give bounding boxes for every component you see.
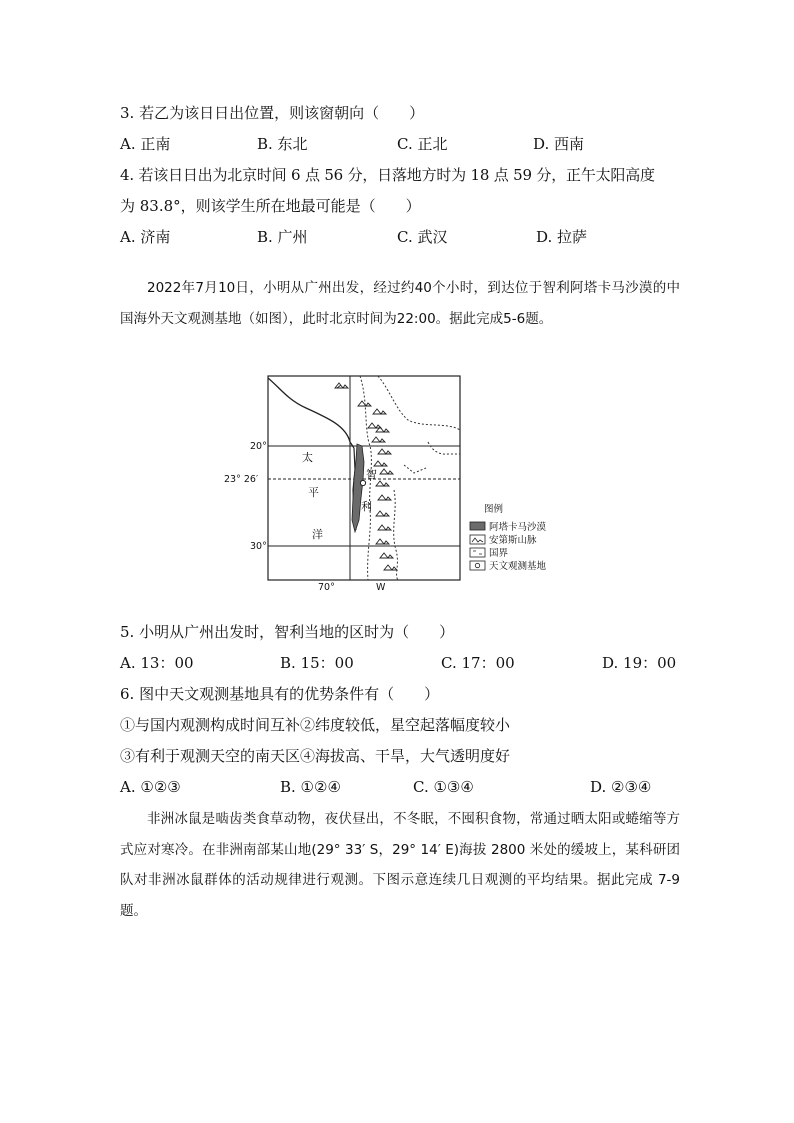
mountain-icon	[376, 481, 389, 486]
lat-label-tropic: 23° 26′	[224, 474, 259, 485]
q3-option-b[interactable]: B. 东北	[257, 135, 308, 153]
atacama-map	[218, 370, 547, 593]
mountain-icon	[378, 495, 391, 500]
q4-option-c[interactable]: C. 武汉	[397, 228, 448, 246]
legend-mountain-swatch	[470, 535, 485, 544]
q3-option-a[interactable]: A. 正南	[120, 135, 171, 153]
border-argentina	[394, 490, 398, 580]
ocean-label-3: 洋	[312, 528, 323, 541]
legend-border-swatch	[470, 548, 485, 557]
passage-atacama	[120, 273, 680, 334]
q5-option-d[interactable]: D. 19：00	[602, 654, 677, 672]
mountain-icon	[380, 553, 393, 558]
q6-stem: 6. 图中天文观测基地具有的优势条件有（ ）	[120, 685, 440, 703]
mountain-icon	[335, 383, 348, 388]
observatory-icon	[475, 563, 479, 567]
mountain-icon	[372, 437, 385, 442]
legend-border-label: 国界	[489, 548, 509, 559]
passage-atacama-text: 2022年7月10日，小明从广州出发，经过约40个小时，到达位于智利阿塔卡马沙漠的中国海外天文观测基地（如图），此时北京时间为22:00。据此完成5-6题。	[120, 280, 680, 327]
passage-ice-rat-text: 非洲冰鼠是啮齿类食草动物，夜伏昼出，不冬眠，不囤积食物，常通过晒太阳或蜷缩等方式应对寒冷。在非洲南部某山地(29° 33′ S，29° 14′ E)海拔 2800 米处的缓坡上，某科研团队对非洲冰鼠群体的活动规律进行观测。下图示意连续几日观测的平均结果。据此完成 7-9 题。	[120, 811, 680, 919]
q5-option-a[interactable]: A. 13：00	[120, 654, 194, 672]
q5-options	[120, 653, 675, 673]
mountain-icon	[378, 449, 391, 454]
q4-stem-line2: 为 83.8°，则该学生所在地最可能是（ ）	[120, 197, 421, 215]
q4-option-a[interactable]: A. 济南	[120, 228, 171, 246]
q3-options	[120, 134, 675, 154]
legend-title: 图例	[484, 504, 504, 515]
map-frame	[268, 376, 460, 580]
mountain-icon	[384, 565, 397, 570]
map-legend	[470, 503, 547, 572]
observatory-marker	[360, 480, 365, 485]
q6-options	[120, 777, 675, 797]
q5-option-c[interactable]: C. 17：00	[441, 654, 515, 672]
map-coastline	[268, 378, 354, 448]
q3-stem: 3. 若乙为该日日出位置，则该窗朝向（ ）	[120, 104, 425, 122]
ocean-label-1: 太	[302, 451, 313, 464]
q4-stem-line1: 4. 若该日日出为北京时间 6 点 56 分，日落地方时为 18 点 59 分，正午太阳高度	[120, 166, 655, 184]
border-east	[428, 442, 460, 454]
ocean-label-2: 平	[308, 486, 319, 499]
mountain-icon	[376, 511, 389, 516]
chile-label-1: 智	[366, 468, 377, 481]
atacama-desert	[352, 444, 364, 532]
mountain-icon	[368, 423, 381, 428]
passage-ice-rat	[120, 804, 680, 926]
q6-option-b[interactable]: B. ①②④	[280, 778, 341, 796]
mountain-icon	[374, 461, 387, 466]
q5-option-b[interactable]: B. 15：00	[280, 654, 354, 672]
q6-option-a[interactable]: A. ①②③	[120, 778, 181, 796]
mountain-icon	[358, 401, 371, 406]
mountain-icon	[376, 539, 389, 544]
q3-option-c[interactable]: C. 正北	[397, 135, 448, 153]
lon-label-70: 70°	[318, 582, 335, 593]
chile-label-2: 利	[361, 500, 372, 513]
q6-option-c[interactable]: C. ①③④	[413, 778, 474, 796]
q4-options	[120, 227, 675, 247]
border-bolivia	[404, 465, 426, 473]
legend-desert-label: 阿塔卡马沙漠	[489, 522, 547, 533]
q3-option-d[interactable]: D. 西南	[533, 135, 585, 153]
q6-line1: ①与国内观测构成时间互补②纬度较低，星空起落幅度较小	[120, 716, 511, 734]
q6-option-d[interactable]: D. ②③④	[590, 778, 652, 796]
lon-label-w: W	[376, 582, 386, 593]
mountain-icon	[373, 409, 386, 414]
mountain-icon	[380, 469, 393, 474]
border-north	[378, 376, 460, 430]
mountain-icon	[378, 525, 391, 530]
legend-mountain-label: 安第斯山脉	[489, 535, 537, 546]
legend-observatory-label: 天文观测基地	[489, 561, 547, 572]
q4-option-d[interactable]: D. 拉萨	[536, 228, 588, 246]
lat-label-20: 20°	[250, 441, 267, 452]
q5-stem: 5. 小明从广州出发时，智利当地的区时为（ ）	[120, 623, 455, 641]
legend-desert-swatch	[470, 522, 485, 530]
lat-label-30: 30°	[250, 541, 267, 552]
q4-option-b[interactable]: B. 广州	[257, 228, 308, 246]
q6-line2: ③有利于观测天空的南天区④海拔高、干旱，大气透明度好	[120, 747, 511, 765]
